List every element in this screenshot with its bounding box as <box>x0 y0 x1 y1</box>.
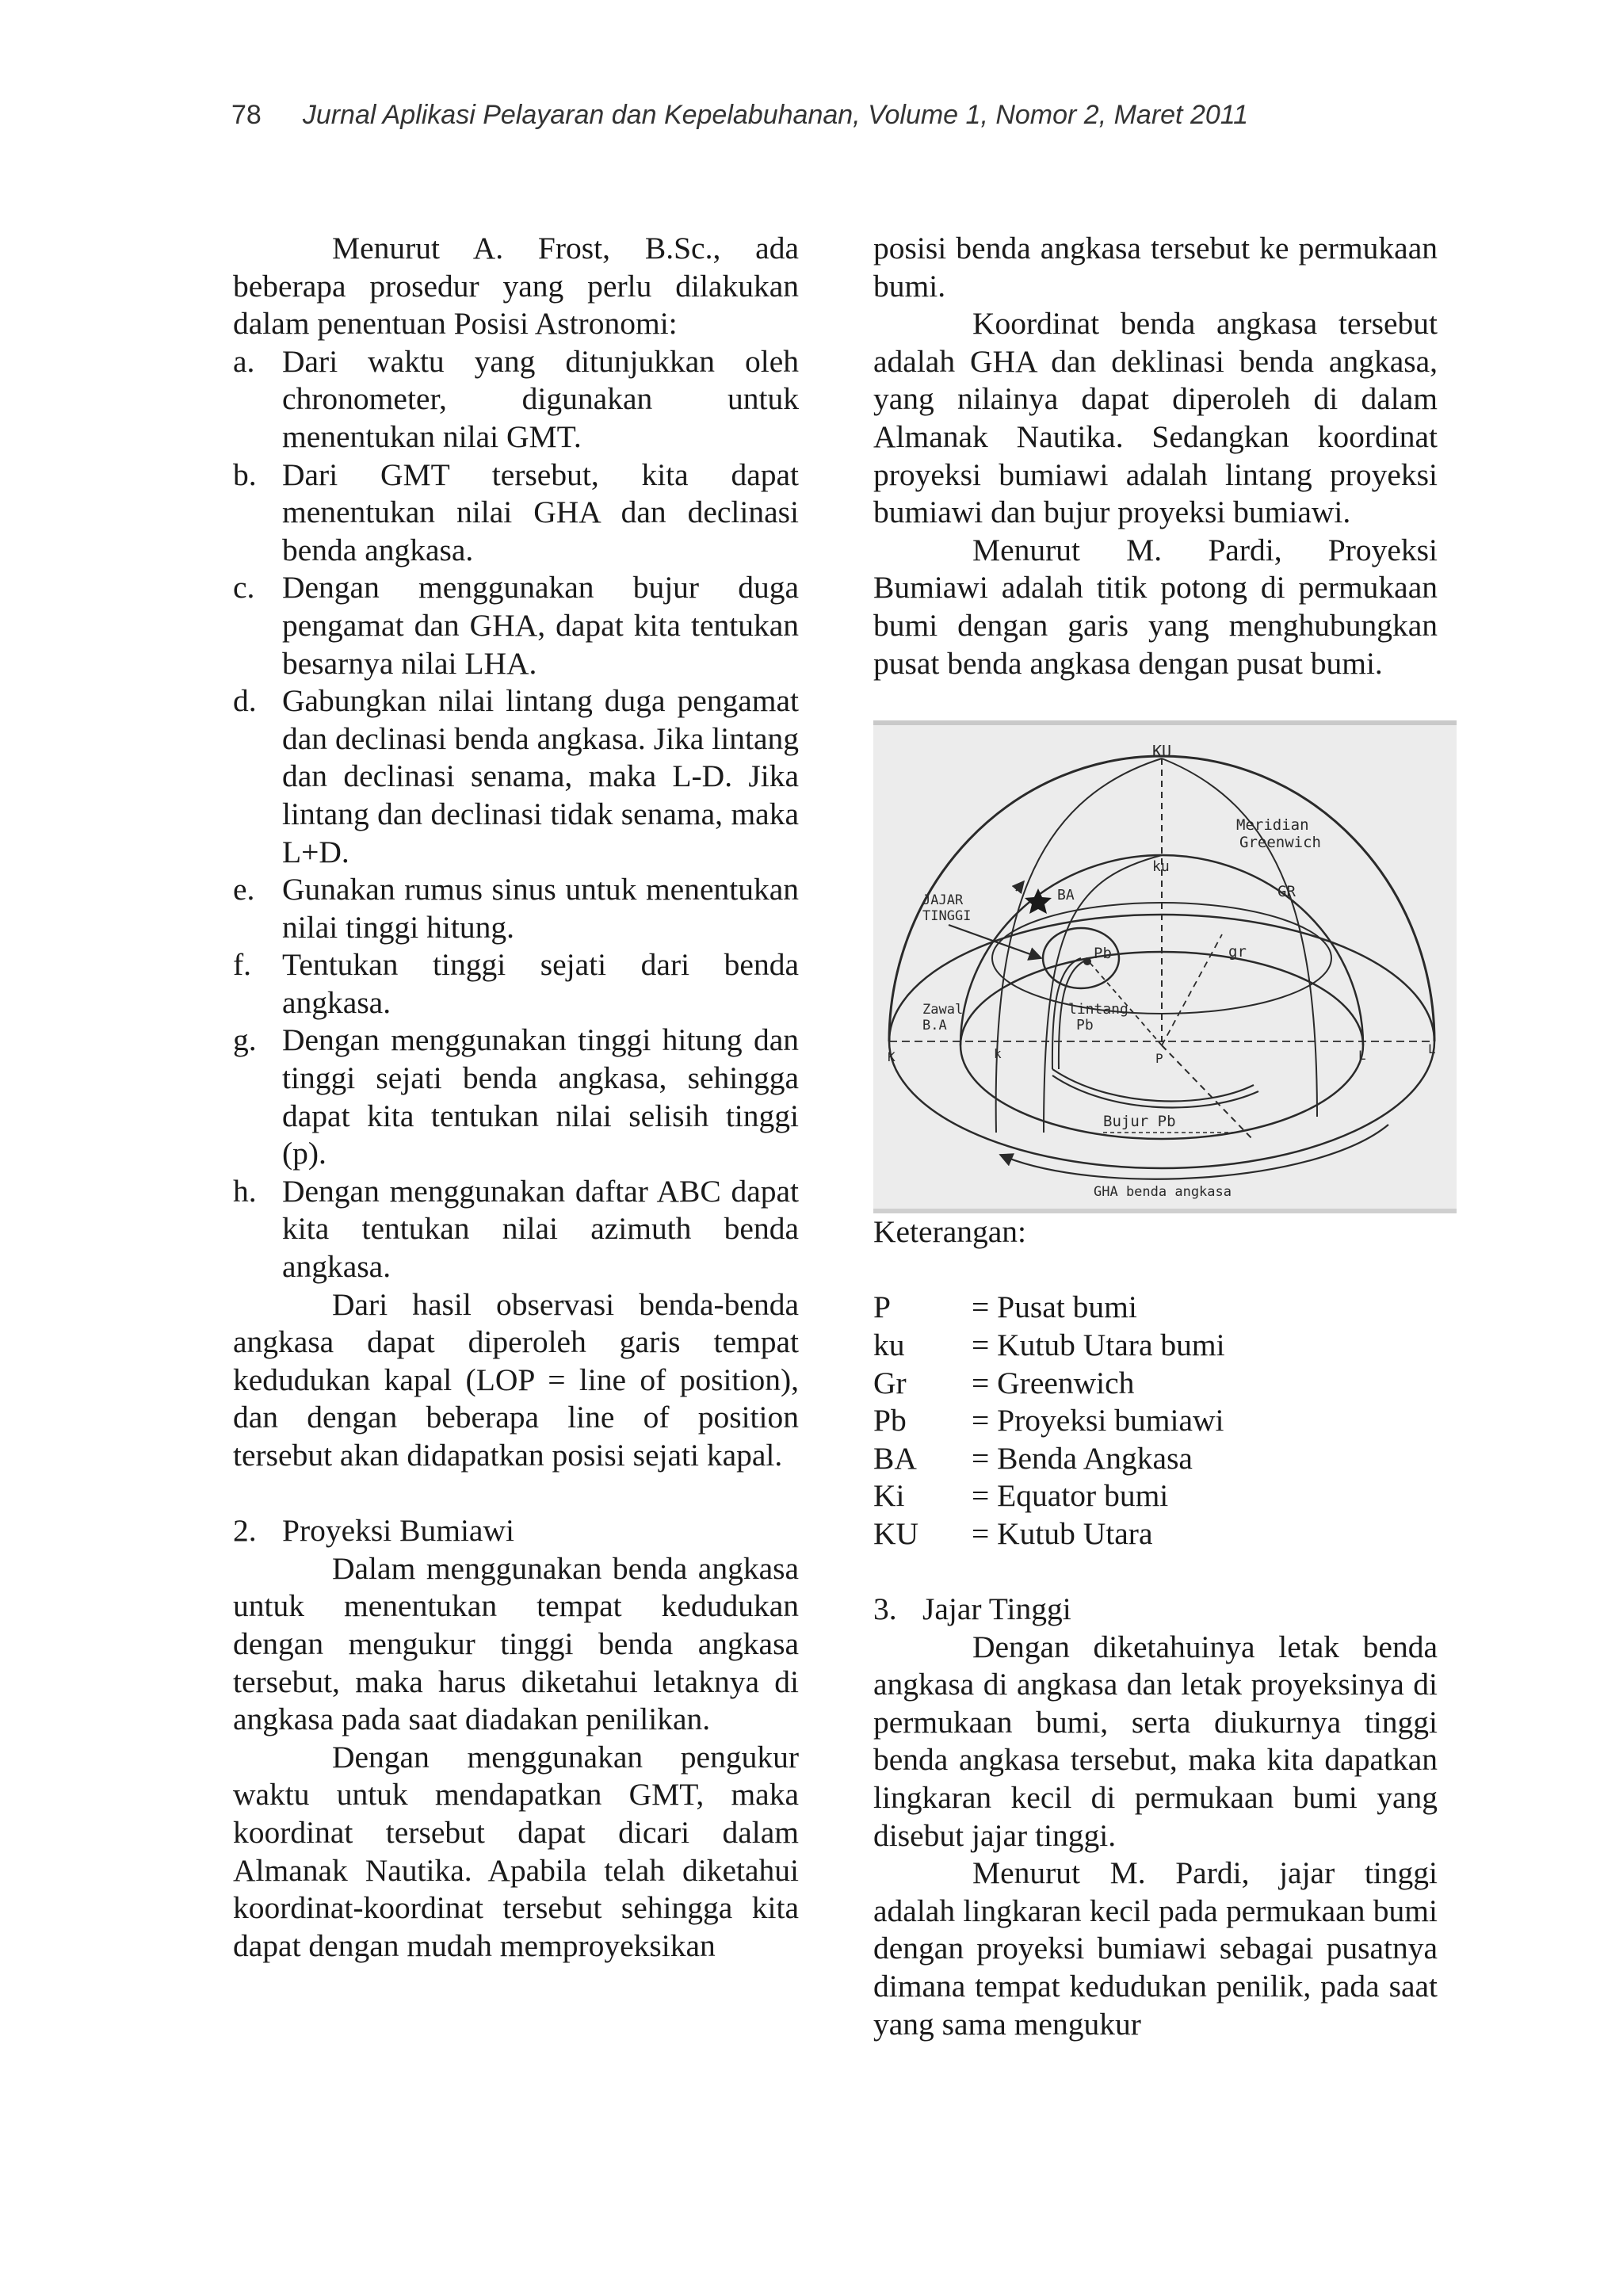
legend-item: KU = Kutub Utara <box>873 1515 1153 1551</box>
body-paragraph: Menurut M. Pardi, jajar tinggi adalah lingkaran kecil pada permukaan bumi dengan proyeksi bumiawi sebagai pusatnya dimana tempat kedudukan penilik, pada saat yang sama mengukur <box>873 1855 1438 2042</box>
label-ku-inner: ku <box>1152 858 1170 876</box>
legend-item: Ki = Equator bumi <box>873 1478 1169 1514</box>
legend-item: Pb = Proyeksi bumiawi <box>873 1403 1224 1438</box>
diagram-svg <box>873 720 1457 1213</box>
label-ba: BA <box>1057 887 1075 904</box>
list-item: d. Gabungkan nilai lintang duga pengamat dan declinasi benda angkasa. Jika lintang dan declinasi senama, maka L-D. Jika lintang dan declinasi tidak senama, maka L+D. <box>233 683 799 869</box>
label-greenwich: Greenwich <box>1239 834 1321 852</box>
list-item: a. Dari waktu yang ditunjukkan oleh chronometer, digunakan untuk menentukan nilai GMT. <box>233 343 799 454</box>
list-item: f. Tentukan tinggi sejati dari benda angkasa. <box>233 947 799 1020</box>
procedure-list <box>233 343 799 1286</box>
label-pb: Pb <box>1094 945 1112 963</box>
body-paragraph: Menurut M. Pardi, Proyeksi Bumiawi adalah titik potong di permukaan bumi dengan garis yang menghubungkan pusat benda angkasa dengan pusat bumi. <box>873 532 1438 681</box>
label-jajar: JAJAR <box>922 892 964 909</box>
celestial-diagram <box>873 720 1457 1213</box>
body-paragraph: Koordinat benda angkasa tersebut adalah GHA dan deklinasi benda angkasa, yang nilainya dapat diperoleh di dalam Almanak Nautika. Sedangkan koordinat proyeksi bumiawi adalah lintang proyeksi bumiawi dan bujur proyeksi bumiawi. <box>873 306 1438 530</box>
label-lintang-pb: Pb <box>1076 1017 1094 1034</box>
section-heading: 2. Proyeksi Bumiawi <box>233 1513 514 1549</box>
label-l: L <box>1358 1048 1366 1064</box>
pb-point <box>1083 957 1091 965</box>
list-item: c. Dengan menggunakan bujur duga pengamat dan GHA, dapat kita tentukan besarnya nilai LHA. <box>233 570 799 681</box>
label-p: P <box>1155 1051 1163 1067</box>
body-paragraph: posisi benda angkasa tersebut ke permukaan bumi. <box>873 231 1438 304</box>
running-header <box>231 100 1420 131</box>
label-tinggi: TINGGI <box>922 908 972 925</box>
list-item: g. Dengan menggunakan tinggi hitung dan tinggi sejati benda angkasa, sehingga dapat kita tentukan nilai selisih tinggi (p). <box>233 1022 799 1171</box>
label-lintang: lintang <box>1068 1001 1128 1018</box>
right-column <box>873 230 1438 2043</box>
body-paragraph: Dengan menggunakan pengukur waktu untuk mendapatkan GMT, maka koordinat tersebut dapat dicari dalam Almanak Nautika. Apabila telah diketahui koordinat-koordinat tersebut sehingga kita dapat dengan mudah memproyeksikan <box>233 1739 799 1963</box>
label-ba2: B.A <box>922 1018 947 1034</box>
label-gr2: gr <box>1228 943 1247 961</box>
body-paragraph: Dalam menggunakan benda angkasa untuk menentukan tempat kedudukan dengan mengukur tinggi benda angkasa tersebut, maka harus diketahui letaknya di angkasa pada saat diadakan penilikan. <box>233 1550 799 1737</box>
label-l-right: L <box>1428 1041 1436 1057</box>
journal-title: Jurnal Aplikasi Pelayaran dan Kepelabuhanan, Volume 1, Nomor 2, Maret 2011 <box>302 100 1249 130</box>
list-item: b. Dari GMT tersebut, kita dapat menentukan nilai GHA dan declinasi benda angkasa. <box>233 457 799 567</box>
intro-paragraph: Menurut A. Frost, B.Sc., ada beberapa prosedur yang perlu dilakukan dalam penentuan Posisi Astronomi: <box>233 231 799 342</box>
observation-paragraph: Dari hasil observasi benda-benda angkasa dapat diperoleh garis tempat kedudukan kapal (LOP = line of position), dan dengan beberapa line of position tersebut akan didapatkan posisi sejati kapal. <box>233 1286 799 1473</box>
label-gha: GHA benda angkasa <box>1094 1184 1232 1201</box>
label-k-left: K <box>888 1049 896 1065</box>
keterangan-title: Keterangan: <box>873 1214 1027 1250</box>
left-column <box>233 230 799 1965</box>
page-number: 78 <box>231 100 262 130</box>
section-heading: 3. Jajar Tinggi <box>873 1591 1071 1627</box>
label-bujur: Bujur Pb <box>1103 1113 1176 1131</box>
label-meridian: Meridian <box>1236 816 1309 835</box>
label-k-inner: k <box>994 1046 1002 1062</box>
legend-item: Gr = Greenwich <box>873 1365 1135 1400</box>
label-gr: GR <box>1277 883 1296 901</box>
legend-item: P = Pusat bumi <box>873 1289 1137 1325</box>
list-item: h. Dengan menggunakan daftar ABC dapat kita tentukan nilai azimuth benda angkasa. <box>233 1173 799 1285</box>
legend-list <box>873 1289 1438 1553</box>
legend-item: ku = Kutub Utara bumi <box>873 1327 1225 1362</box>
label-zawal: Zawal <box>922 1002 964 1018</box>
label-ku-top: KU <box>1152 742 1172 762</box>
body-paragraph: Dengan diketahuinya letak benda angkasa di angkasa dan letak proyeksinya di permukaan bumi, serta diukurnya tinggi benda angkasa tersebut, maka kita dapatkan lingkaran kecil di permukaan bumi yang disebut jajar tinggi. <box>873 1629 1438 1853</box>
legend-item: BA = Benda Angkasa <box>873 1440 1193 1476</box>
list-item: e. Gunakan rumus sinus untuk menentukan nilai tinggi hitung. <box>233 872 799 945</box>
